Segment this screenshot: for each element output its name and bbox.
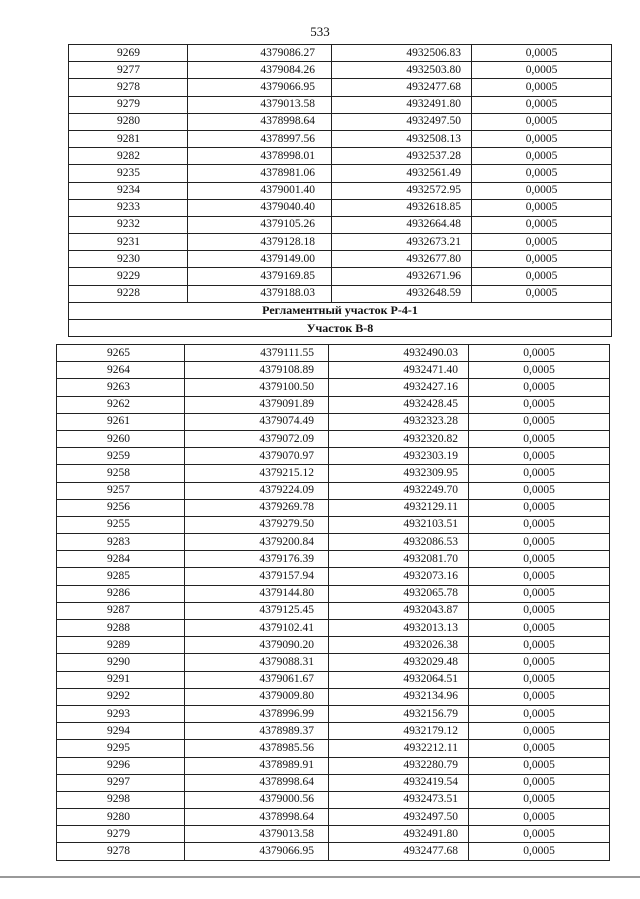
x-coordinate-cell: 4379001.40 bbox=[188, 182, 332, 199]
table-row bbox=[57, 757, 610, 774]
heading-reglament: Регламентный участок Р-4-1 bbox=[69, 302, 612, 319]
y-coordinate-cell: 4932508.13 bbox=[332, 130, 472, 147]
value-cell: 0,0005 bbox=[469, 671, 610, 688]
coordinates-table-part-1 bbox=[68, 44, 612, 337]
y-coordinate-cell: 4932506.83 bbox=[332, 45, 472, 62]
y-coordinate-cell: 4932212.11 bbox=[329, 740, 469, 757]
table-row bbox=[69, 130, 612, 147]
point-id-cell: 9279 bbox=[69, 96, 188, 113]
x-coordinate-cell: 4379013.58 bbox=[188, 96, 332, 113]
y-coordinate-cell: 4932013.13 bbox=[329, 620, 469, 637]
point-id-cell: 9296 bbox=[57, 757, 185, 774]
y-coordinate-cell: 4932179.12 bbox=[329, 723, 469, 740]
heading-uchastok: Участок В-8 bbox=[69, 320, 612, 337]
table-row bbox=[57, 705, 610, 722]
point-id-cell: 9258 bbox=[57, 465, 185, 482]
table-row bbox=[69, 234, 612, 251]
value-cell: 0,0005 bbox=[469, 345, 610, 362]
value-cell: 0,0005 bbox=[472, 268, 612, 285]
value-cell: 0,0005 bbox=[472, 79, 612, 96]
point-id-cell: 9256 bbox=[57, 499, 185, 516]
value-cell: 0,0005 bbox=[469, 774, 610, 791]
value-cell: 0,0005 bbox=[469, 705, 610, 722]
y-coordinate-cell: 4932280.79 bbox=[329, 757, 469, 774]
x-coordinate-cell: 4378997.56 bbox=[188, 130, 332, 147]
point-id-cell: 9260 bbox=[57, 430, 185, 447]
y-coordinate-cell: 4932029.48 bbox=[329, 654, 469, 671]
table-row bbox=[57, 568, 610, 585]
value-cell: 0,0005 bbox=[469, 757, 610, 774]
y-coordinate-cell: 4932471.40 bbox=[329, 362, 469, 379]
x-coordinate-cell: 4378989.91 bbox=[185, 757, 329, 774]
y-coordinate-cell: 4932134.96 bbox=[329, 688, 469, 705]
point-id-cell: 9295 bbox=[57, 740, 185, 757]
y-coordinate-cell: 4932086.53 bbox=[329, 534, 469, 551]
x-coordinate-cell: 4379169.85 bbox=[188, 268, 332, 285]
value-cell: 0,0005 bbox=[469, 482, 610, 499]
value-cell: 0,0005 bbox=[472, 251, 612, 268]
x-coordinate-cell: 4378998.64 bbox=[185, 774, 329, 791]
x-coordinate-cell: 4379061.67 bbox=[185, 671, 329, 688]
x-coordinate-cell: 4379224.09 bbox=[185, 482, 329, 499]
y-coordinate-cell: 4932490.03 bbox=[329, 345, 469, 362]
point-id-cell: 9277 bbox=[69, 62, 188, 79]
value-cell: 0,0005 bbox=[469, 654, 610, 671]
value-cell: 0,0005 bbox=[472, 285, 612, 302]
y-coordinate-cell: 4932427.16 bbox=[329, 379, 469, 396]
value-cell: 0,0005 bbox=[472, 96, 612, 113]
table-row bbox=[69, 199, 612, 216]
table-row bbox=[69, 79, 612, 96]
value-cell: 0,0005 bbox=[472, 45, 612, 62]
table-row bbox=[57, 362, 610, 379]
value-cell: 0,0005 bbox=[469, 620, 610, 637]
value-cell: 0,0005 bbox=[469, 448, 610, 465]
value-cell: 0,0005 bbox=[469, 637, 610, 654]
point-id-cell: 9289 bbox=[57, 637, 185, 654]
value-cell: 0,0005 bbox=[472, 182, 612, 199]
y-coordinate-cell: 4932073.16 bbox=[329, 568, 469, 585]
point-id-cell: 9269 bbox=[69, 45, 188, 62]
point-id-cell: 9282 bbox=[69, 148, 188, 165]
table-row bbox=[57, 654, 610, 671]
x-coordinate-cell: 4378985.56 bbox=[185, 740, 329, 757]
y-coordinate-cell: 4932664.48 bbox=[332, 216, 472, 233]
x-coordinate-cell: 4379111.55 bbox=[185, 345, 329, 362]
table-row bbox=[57, 809, 610, 826]
y-coordinate-cell: 4932477.68 bbox=[329, 843, 469, 860]
point-id-cell: 9263 bbox=[57, 379, 185, 396]
table-row bbox=[69, 148, 612, 165]
x-coordinate-cell: 4379215.12 bbox=[185, 465, 329, 482]
point-id-cell: 9293 bbox=[57, 705, 185, 722]
value-cell: 0,0005 bbox=[469, 602, 610, 619]
value-cell: 0,0005 bbox=[469, 568, 610, 585]
point-id-cell: 9257 bbox=[57, 482, 185, 499]
point-id-cell: 9233 bbox=[69, 199, 188, 216]
point-id-cell: 9259 bbox=[57, 448, 185, 465]
y-coordinate-cell: 4932309.95 bbox=[329, 465, 469, 482]
table-row bbox=[57, 774, 610, 791]
x-coordinate-cell: 4379128.18 bbox=[188, 234, 332, 251]
y-coordinate-cell: 4932537.28 bbox=[332, 148, 472, 165]
point-id-cell: 9290 bbox=[57, 654, 185, 671]
y-coordinate-cell: 4932477.68 bbox=[332, 79, 472, 96]
point-id-cell: 9287 bbox=[57, 602, 185, 619]
x-coordinate-cell: 4379086.27 bbox=[188, 45, 332, 62]
x-coordinate-cell: 4379102.41 bbox=[185, 620, 329, 637]
x-coordinate-cell: 4379013.58 bbox=[185, 826, 329, 843]
value-cell: 0,0005 bbox=[469, 740, 610, 757]
subsection-heading-row bbox=[69, 320, 612, 337]
table-row bbox=[57, 465, 610, 482]
point-id-cell: 9264 bbox=[57, 362, 185, 379]
x-coordinate-cell: 4379000.56 bbox=[185, 791, 329, 808]
page-number: 533 bbox=[310, 24, 330, 39]
x-coordinate-cell: 4379072.09 bbox=[185, 430, 329, 447]
y-coordinate-cell: 4932497.50 bbox=[329, 809, 469, 826]
table-row bbox=[57, 826, 610, 843]
point-id-cell: 9230 bbox=[69, 251, 188, 268]
x-coordinate-cell: 4378981.06 bbox=[188, 165, 332, 182]
y-coordinate-cell: 4932428.45 bbox=[329, 396, 469, 413]
value-cell: 0,0005 bbox=[469, 809, 610, 826]
table-row bbox=[69, 45, 612, 62]
point-id-cell: 9229 bbox=[69, 268, 188, 285]
y-coordinate-cell: 4932320.82 bbox=[329, 430, 469, 447]
value-cell: 0,0005 bbox=[469, 688, 610, 705]
point-id-cell: 9231 bbox=[69, 234, 188, 251]
x-coordinate-cell: 4379066.95 bbox=[188, 79, 332, 96]
point-id-cell: 9283 bbox=[57, 534, 185, 551]
table-row bbox=[57, 534, 610, 551]
x-coordinate-cell: 4379125.45 bbox=[185, 602, 329, 619]
x-coordinate-cell: 4379088.31 bbox=[185, 654, 329, 671]
table-row bbox=[57, 671, 610, 688]
table-row bbox=[69, 165, 612, 182]
x-coordinate-cell: 4379074.49 bbox=[185, 413, 329, 430]
y-coordinate-cell: 4932249.70 bbox=[329, 482, 469, 499]
point-id-cell: 9255 bbox=[57, 516, 185, 533]
y-coordinate-cell: 4932618.85 bbox=[332, 199, 472, 216]
point-id-cell: 9288 bbox=[57, 620, 185, 637]
point-id-cell: 9261 bbox=[57, 413, 185, 430]
table-row bbox=[69, 251, 612, 268]
table-row bbox=[57, 379, 610, 396]
section-heading-row bbox=[69, 302, 612, 319]
point-id-cell: 9280 bbox=[57, 809, 185, 826]
value-cell: 0,0005 bbox=[472, 165, 612, 182]
point-id-cell: 9278 bbox=[69, 79, 188, 96]
value-cell: 0,0005 bbox=[469, 791, 610, 808]
point-id-cell: 9280 bbox=[69, 113, 188, 130]
point-id-cell: 9278 bbox=[57, 843, 185, 860]
x-coordinate-cell: 4379066.95 bbox=[185, 843, 329, 860]
x-coordinate-cell: 4379100.50 bbox=[185, 379, 329, 396]
value-cell: 0,0005 bbox=[472, 216, 612, 233]
y-coordinate-cell: 4932648.59 bbox=[332, 285, 472, 302]
value-cell: 0,0005 bbox=[469, 516, 610, 533]
section2-body bbox=[57, 345, 610, 861]
x-coordinate-cell: 4379279.50 bbox=[185, 516, 329, 533]
table-row bbox=[57, 345, 610, 362]
y-coordinate-cell: 4932129.11 bbox=[329, 499, 469, 516]
x-coordinate-cell: 4379070.97 bbox=[185, 448, 329, 465]
y-coordinate-cell: 4932673.21 bbox=[332, 234, 472, 251]
table-row bbox=[57, 585, 610, 602]
table-row bbox=[57, 688, 610, 705]
value-cell: 0,0005 bbox=[472, 130, 612, 147]
y-coordinate-cell: 4932065.78 bbox=[329, 585, 469, 602]
value-cell: 0,0005 bbox=[469, 465, 610, 482]
x-coordinate-cell: 4379269.78 bbox=[185, 499, 329, 516]
x-coordinate-cell: 4378998.01 bbox=[188, 148, 332, 165]
y-coordinate-cell: 4932026.38 bbox=[329, 637, 469, 654]
coordinates-table-part-2 bbox=[56, 344, 610, 861]
table-row bbox=[57, 516, 610, 533]
x-coordinate-cell: 4379157.94 bbox=[185, 568, 329, 585]
section1-body bbox=[69, 45, 612, 303]
y-coordinate-cell: 4932677.80 bbox=[332, 251, 472, 268]
table-row bbox=[57, 843, 610, 860]
x-coordinate-cell: 4378996.99 bbox=[185, 705, 329, 722]
value-cell: 0,0005 bbox=[472, 148, 612, 165]
point-id-cell: 9292 bbox=[57, 688, 185, 705]
value-cell: 0,0005 bbox=[469, 826, 610, 843]
point-id-cell: 9297 bbox=[57, 774, 185, 791]
y-coordinate-cell: 4932064.51 bbox=[329, 671, 469, 688]
table-row bbox=[57, 413, 610, 430]
value-cell: 0,0005 bbox=[469, 534, 610, 551]
value-cell: 0,0005 bbox=[469, 413, 610, 430]
table-row bbox=[69, 113, 612, 130]
y-coordinate-cell: 4932491.80 bbox=[332, 96, 472, 113]
x-coordinate-cell: 4378998.64 bbox=[188, 113, 332, 130]
table-row bbox=[57, 482, 610, 499]
x-coordinate-cell: 4379200.84 bbox=[185, 534, 329, 551]
value-cell: 0,0005 bbox=[472, 113, 612, 130]
x-coordinate-cell: 4379091.89 bbox=[185, 396, 329, 413]
table-row bbox=[57, 791, 610, 808]
y-coordinate-cell: 4932561.49 bbox=[332, 165, 472, 182]
x-coordinate-cell: 4379040.40 bbox=[188, 199, 332, 216]
y-coordinate-cell: 4932671.96 bbox=[332, 268, 472, 285]
point-id-cell: 9294 bbox=[57, 723, 185, 740]
value-cell: 0,0005 bbox=[469, 396, 610, 413]
point-id-cell: 9262 bbox=[57, 396, 185, 413]
table-row bbox=[57, 740, 610, 757]
point-id-cell: 9284 bbox=[57, 551, 185, 568]
value-cell: 0,0005 bbox=[469, 843, 610, 860]
point-id-cell: 9286 bbox=[57, 585, 185, 602]
x-coordinate-cell: 4378989.37 bbox=[185, 723, 329, 740]
value-cell: 0,0005 bbox=[469, 723, 610, 740]
table-row bbox=[69, 182, 612, 199]
y-coordinate-cell: 4932572.95 bbox=[332, 182, 472, 199]
table-row bbox=[57, 430, 610, 447]
table-row bbox=[69, 285, 612, 302]
y-coordinate-cell: 4932043.87 bbox=[329, 602, 469, 619]
table-row bbox=[57, 620, 610, 637]
value-cell: 0,0005 bbox=[469, 499, 610, 516]
point-id-cell: 9285 bbox=[57, 568, 185, 585]
value-cell: 0,0005 bbox=[472, 199, 612, 216]
table-row bbox=[57, 499, 610, 516]
y-coordinate-cell: 4932081.70 bbox=[329, 551, 469, 568]
x-coordinate-cell: 4379009.80 bbox=[185, 688, 329, 705]
x-coordinate-cell: 4379188.03 bbox=[188, 285, 332, 302]
value-cell: 0,0005 bbox=[469, 362, 610, 379]
y-coordinate-cell: 4932323.28 bbox=[329, 413, 469, 430]
value-cell: 0,0005 bbox=[469, 430, 610, 447]
table-row bbox=[57, 396, 610, 413]
point-id-cell: 9291 bbox=[57, 671, 185, 688]
point-id-cell: 9232 bbox=[69, 216, 188, 233]
point-id-cell: 9228 bbox=[69, 285, 188, 302]
table-row bbox=[69, 96, 612, 113]
y-coordinate-cell: 4932491.80 bbox=[329, 826, 469, 843]
x-coordinate-cell: 4379108.89 bbox=[185, 362, 329, 379]
value-cell: 0,0005 bbox=[469, 551, 610, 568]
y-coordinate-cell: 4932103.51 bbox=[329, 516, 469, 533]
x-coordinate-cell: 4379149.00 bbox=[188, 251, 332, 268]
point-id-cell: 9265 bbox=[57, 345, 185, 362]
x-coordinate-cell: 4379090.20 bbox=[185, 637, 329, 654]
value-cell: 0,0005 bbox=[472, 62, 612, 79]
scan-edge-line bbox=[0, 876, 640, 878]
x-coordinate-cell: 4379144.80 bbox=[185, 585, 329, 602]
y-coordinate-cell: 4932503.80 bbox=[332, 62, 472, 79]
value-cell: 0,0005 bbox=[469, 585, 610, 602]
x-coordinate-cell: 4379105.26 bbox=[188, 216, 332, 233]
y-coordinate-cell: 4932156.79 bbox=[329, 705, 469, 722]
x-coordinate-cell: 4378998.64 bbox=[185, 809, 329, 826]
point-id-cell: 9281 bbox=[69, 130, 188, 147]
point-id-cell: 9235 bbox=[69, 165, 188, 182]
y-coordinate-cell: 4932473.51 bbox=[329, 791, 469, 808]
y-coordinate-cell: 4932419.54 bbox=[329, 774, 469, 791]
point-id-cell: 9298 bbox=[57, 791, 185, 808]
table-row bbox=[69, 62, 612, 79]
y-coordinate-cell: 4932303.19 bbox=[329, 448, 469, 465]
x-coordinate-cell: 4379084.26 bbox=[188, 62, 332, 79]
point-id-cell: 9279 bbox=[57, 826, 185, 843]
table-row bbox=[57, 602, 610, 619]
table-row bbox=[69, 268, 612, 285]
value-cell: 0,0005 bbox=[472, 234, 612, 251]
y-coordinate-cell: 4932497.50 bbox=[332, 113, 472, 130]
point-id-cell: 9234 bbox=[69, 182, 188, 199]
table-row bbox=[69, 216, 612, 233]
table-row bbox=[57, 723, 610, 740]
value-cell: 0,0005 bbox=[469, 379, 610, 396]
x-coordinate-cell: 4379176.39 bbox=[185, 551, 329, 568]
table-row bbox=[57, 637, 610, 654]
table-row bbox=[57, 448, 610, 465]
table-row bbox=[57, 551, 610, 568]
